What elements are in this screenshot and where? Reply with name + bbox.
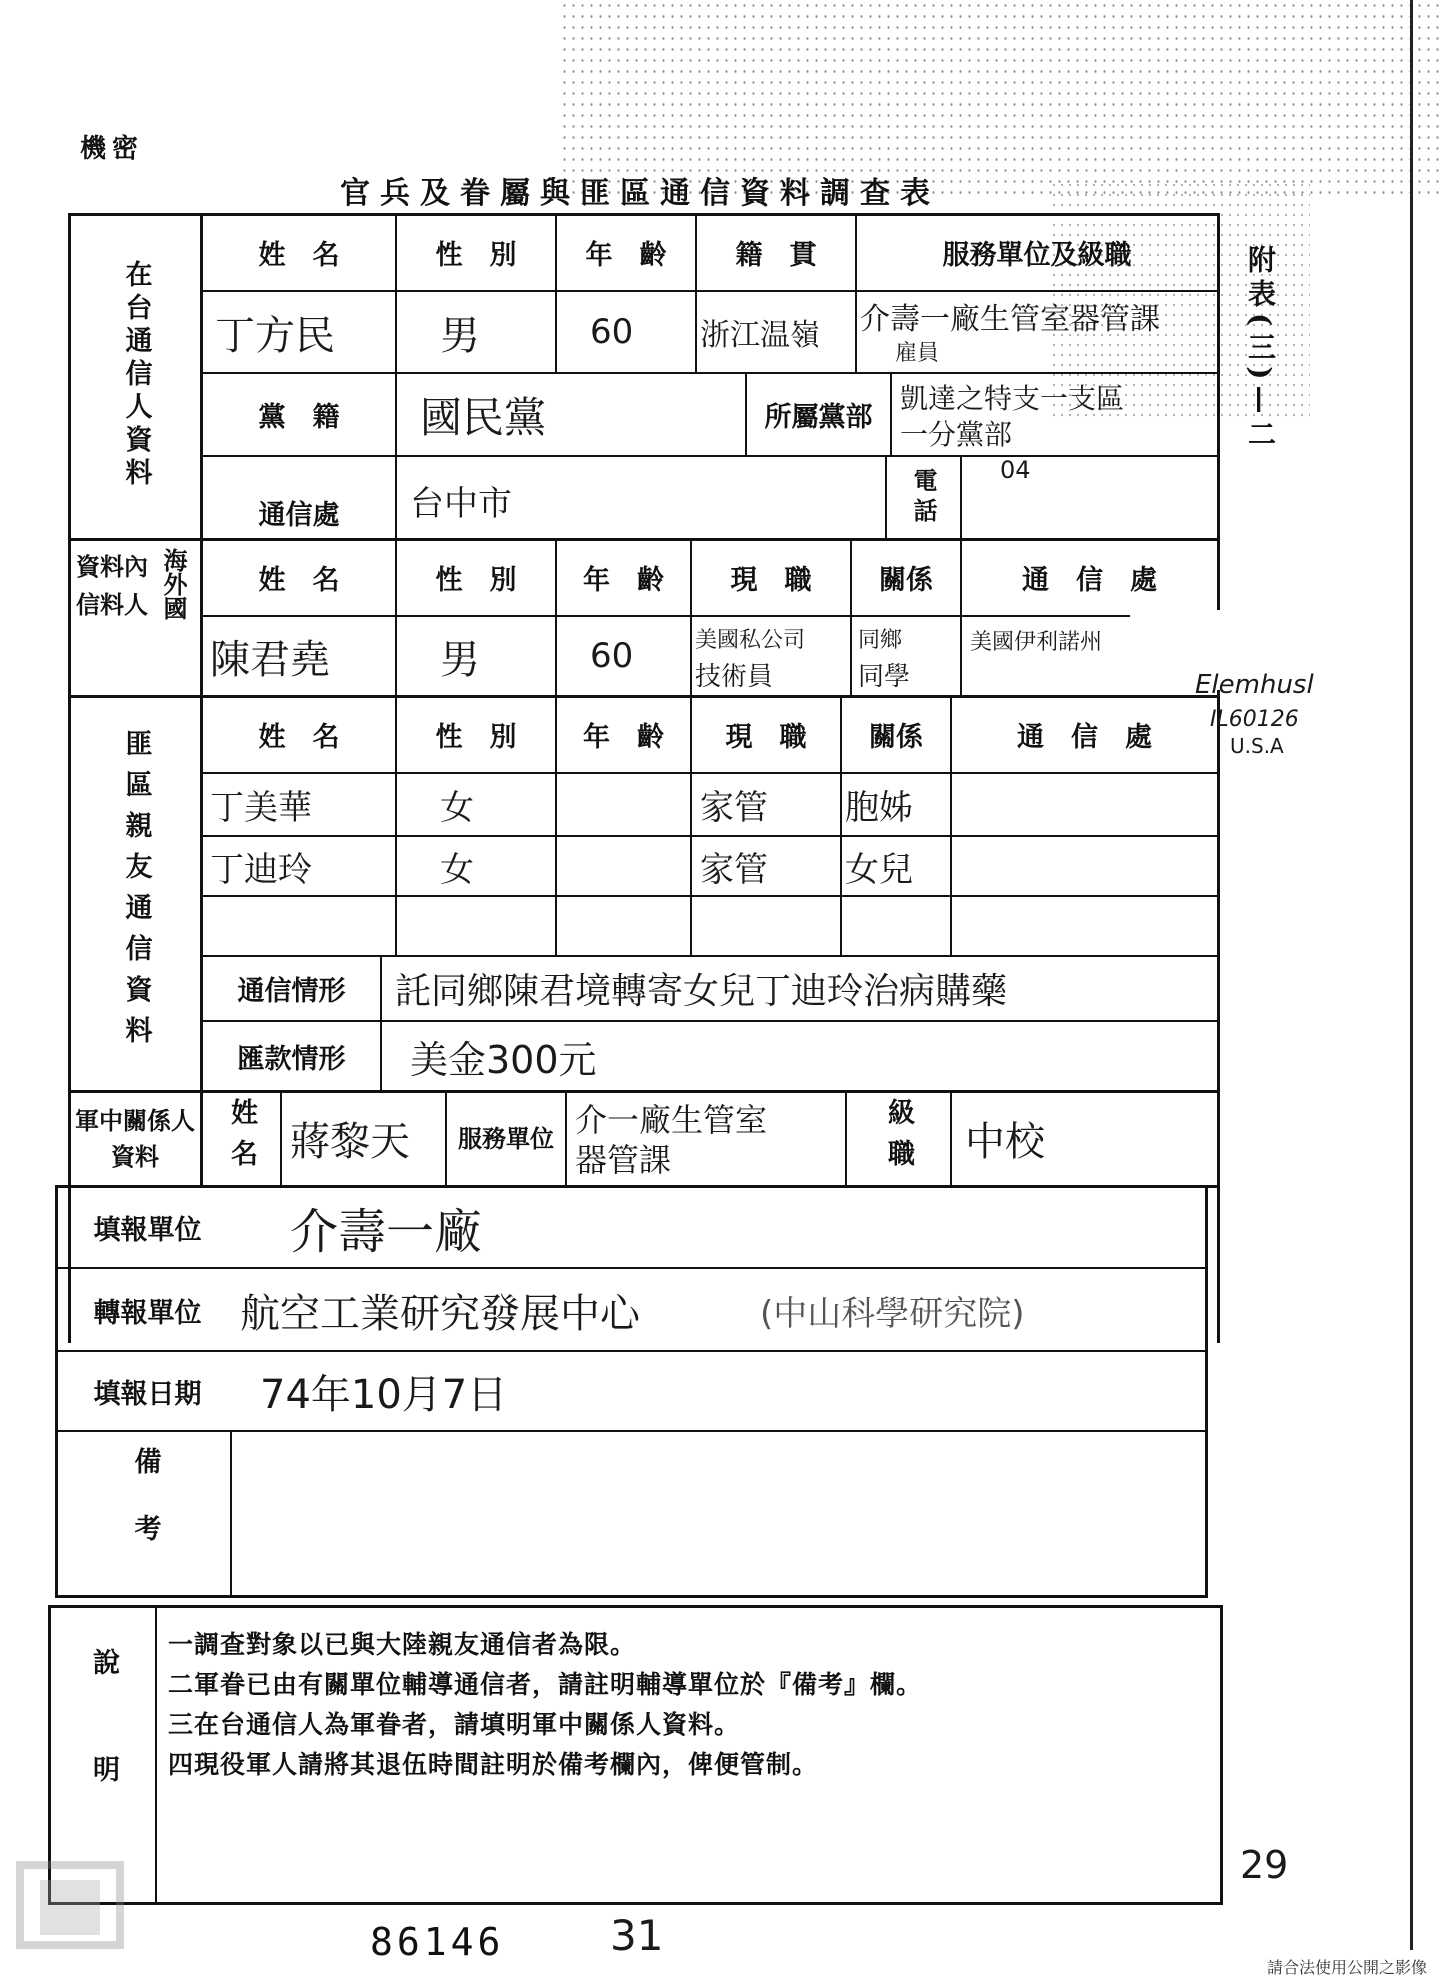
mainland-row-2-relation: 女兒: [845, 849, 913, 890]
overseas-relation-1: 同鄉: [858, 627, 903, 653]
military-unit-1: 介一廠生管室: [575, 1101, 768, 1139]
mainland-row-1-sex: 女: [440, 788, 474, 828]
watermark: 請合法使用公開之影像: [1266, 1958, 1427, 1977]
section-overseas-label: [70, 540, 198, 692]
mainland-row-2-job: 家管: [700, 849, 768, 890]
mainland-remit: 美金300元: [410, 1037, 597, 1082]
handwritten-number: 31: [610, 1910, 664, 1960]
col-header-job: 現 職: [725, 722, 807, 753]
phone-label: 電話: [909, 467, 938, 528]
forward-unit-note: (中山科學研究院): [760, 1293, 1025, 1334]
mainland-row-2-name: 丁迪玲: [210, 849, 312, 890]
col-header-relation: 關係: [869, 722, 923, 753]
taiwan-phone: 04: [1000, 456, 1031, 484]
divider: [380, 955, 382, 1090]
mainland-row-2-age: [570, 837, 690, 895]
divider: [1205, 1185, 1208, 1595]
col-header-relation: 關係: [879, 565, 933, 596]
military-unit-2: 器管課: [575, 1141, 672, 1179]
overseas-age: 60: [590, 636, 634, 676]
col-header-address: 通 信 處: [1022, 565, 1157, 596]
col-header-age: 年 齡: [583, 565, 664, 596]
page-title: 官兵及眷屬與匪區通信資料調查表: [340, 176, 940, 211]
military-unit-label: 服務單位: [458, 1123, 554, 1153]
military-name-label: 姓名: [226, 1097, 257, 1180]
comm-label: 通信情形: [237, 976, 346, 1007]
doc-number: 86146: [370, 1920, 505, 1964]
taiwan-sex: 男: [440, 312, 480, 359]
divider: [1220, 1605, 1223, 1905]
taiwan-age: 60: [590, 312, 634, 352]
divider: [395, 372, 397, 538]
mainland-row-1-age: [570, 774, 690, 835]
divider: [48, 1605, 1223, 1608]
overseas-address-side-2: IL60126: [1210, 706, 1299, 732]
taiwan-party-dept-1: 凱達之特支一支區: [900, 382, 1125, 415]
report-unit-label: 填報單位: [93, 1215, 202, 1246]
divider: [55, 1267, 1208, 1269]
col-header-sex: 性 別: [435, 565, 517, 596]
divider: [200, 895, 1220, 897]
overseas-job-2: 技術員: [695, 661, 774, 692]
forward-unit-label: 轉報單位: [93, 1297, 202, 1329]
overseas-address-side-1: Elemhusl: [1195, 670, 1314, 700]
section-taiwan-label: 在台通信人資料: [120, 259, 152, 491]
appendix-label: 附表(三)—二: [1244, 245, 1277, 454]
note-2: 二軍眷已由有關單位輔導通信者，請註明輔導單位於『備考』欄。: [168, 1670, 923, 1699]
divider: [565, 1090, 567, 1185]
overseas-job-1: 美國私公司: [695, 627, 806, 653]
notes-label: 說明: [88, 1648, 119, 1862]
taiwan-rank: 雇員: [895, 340, 940, 366]
divider: [890, 372, 892, 455]
party-dept-label: 所屬黨部: [764, 402, 873, 433]
classification-mark: 機密: [80, 134, 145, 164]
party-label: 黨 籍: [258, 402, 340, 433]
address-label: 通信處: [258, 500, 340, 531]
redaction: [540, 462, 880, 532]
overseas-name: 陳君堯: [210, 636, 330, 683]
remarks: [250, 1432, 1200, 1595]
taiwan-origin: 浙江温嶺: [700, 318, 820, 353]
divider: [960, 455, 962, 538]
note-3: 三在台通信人為軍眷者，請填明軍中關係人資料。: [168, 1710, 741, 1739]
divider: [55, 1595, 1208, 1598]
divider: [230, 1430, 232, 1595]
mainland-row-2-sex: 女: [440, 849, 474, 890]
col-header-name: 姓 名: [258, 240, 340, 271]
mainland-row-1-job: 家管: [700, 788, 768, 828]
remarks-label: 備考: [129, 1446, 161, 1581]
overseas-sex: 男: [440, 636, 480, 683]
col-header-unit: 服務單位及級職: [942, 240, 1132, 271]
divider: [280, 1090, 282, 1185]
forward-unit: 航空工業研究發展中心: [240, 1290, 640, 1337]
note-1: 一調查對象以已與大陸親友通信者為限。: [168, 1630, 637, 1659]
divider: [950, 1090, 952, 1185]
military-name: 蔣黎天: [290, 1119, 410, 1165]
col-header-address: 通 信 處: [1017, 722, 1152, 753]
mainland-comm: 託同鄉陳君境轉寄女兒丁迪玲治病購藥: [395, 971, 1008, 1012]
divider: [155, 1605, 157, 1905]
taiwan-address: 台中市: [410, 483, 512, 524]
overseas-address: 美國伊利諾州: [970, 629, 1103, 655]
col-header-age: 年 齡: [585, 240, 667, 271]
col-header-origin: 籍 貫: [735, 240, 817, 271]
overseas-relation-2: 同學: [858, 661, 911, 692]
taiwan-unit: 介壽一廠生管室器管課: [860, 302, 1160, 337]
col-header-job: 現 職: [730, 565, 812, 596]
col-header-sex: 性 別: [435, 240, 517, 271]
divider: [55, 1185, 58, 1595]
mainland-row-1-address: [960, 774, 1215, 835]
remit-label: 匯款情形: [237, 1043, 346, 1075]
section-military-label: 軍中關係人資料: [75, 1106, 195, 1171]
col-header-age: 年 齡: [583, 722, 664, 753]
taiwan-name: 丁方民: [215, 312, 335, 359]
taiwan-party: 國民黨: [420, 392, 547, 442]
archive-logo-icon: [0, 1845, 140, 1955]
page-number: 29: [1240, 1843, 1289, 1887]
report-unit: 介壽一廠: [290, 1204, 483, 1260]
overseas-address-side-3: U.S.A: [1230, 734, 1284, 758]
note-4: 四現役軍人請將其退伍時間註明於備考欄內，俾便管制。: [168, 1750, 819, 1779]
report-date-label: 填報日期: [93, 1378, 202, 1410]
scan-edge: [1410, 0, 1413, 1950]
col-header-name: 姓 名: [258, 722, 340, 753]
mainland-row-2-address: [960, 837, 1215, 895]
col-header-sex: 性 別: [435, 722, 517, 753]
mainland-row-1-relation: 胞姊: [845, 788, 913, 828]
military-rank: 中校: [965, 1119, 1045, 1165]
section-mainland-label: 匪區親友通信資料: [120, 728, 152, 1057]
section-overseas-label-left: 資料內信料人: [76, 552, 148, 619]
form-right-line: [1217, 213, 1220, 1343]
military-rank-label: 級職: [883, 1097, 914, 1180]
col-header-name: 姓 名: [258, 565, 340, 596]
taiwan-party-dept-2: 一分黨部: [900, 418, 1013, 451]
mainland-row-1-name: 丁美華: [210, 788, 312, 828]
report-date: 74年10月7日: [260, 1371, 508, 1418]
section-overseas-label-right: 海外國: [159, 548, 188, 620]
